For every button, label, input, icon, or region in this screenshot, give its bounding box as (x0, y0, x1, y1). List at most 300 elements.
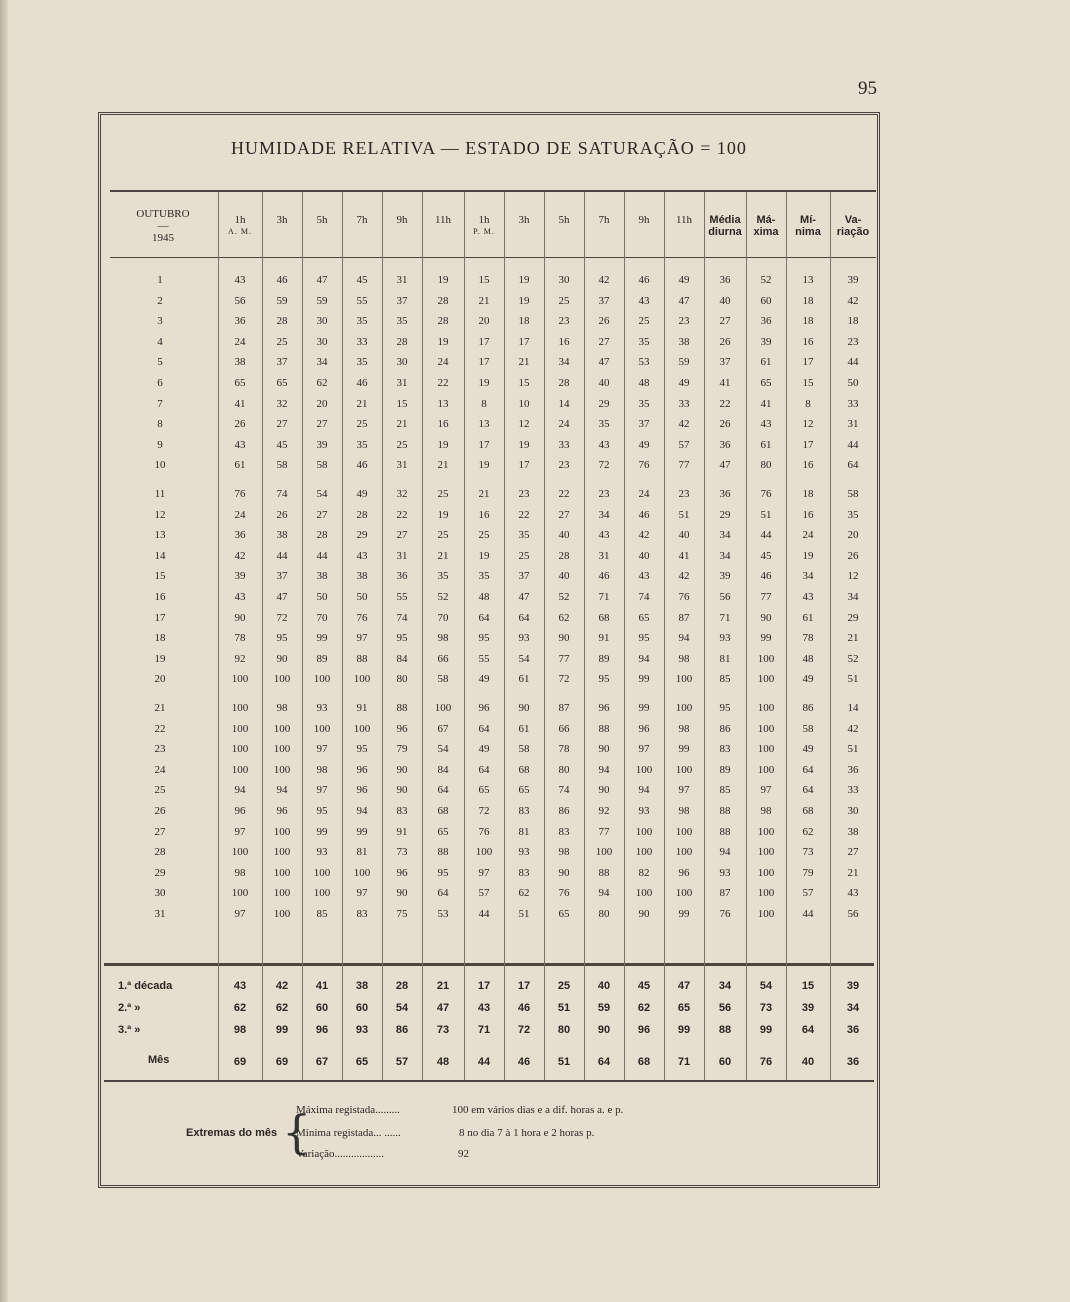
table-cell: 32 (276, 397, 288, 410)
table-cell: 98 (316, 763, 328, 776)
day-label: 17 (154, 611, 166, 624)
table-cell: 20 (478, 315, 490, 328)
table-cell: 100 (353, 673, 371, 686)
table-cell: 100 (757, 702, 775, 714)
table-cell: 100 (757, 825, 775, 838)
table-cell: 93 (518, 632, 530, 645)
table-cell: 34 (719, 529, 731, 542)
month-cell: 60 (718, 1056, 732, 1068)
day-label: 1 (157, 274, 163, 286)
table-cell: 100 (635, 763, 653, 776)
summary-cell: 62 (275, 1002, 289, 1014)
table-cell: 37 (638, 418, 650, 431)
table-cell: 55 (356, 294, 368, 307)
table-cell: 23 (598, 488, 610, 500)
table-cell: 27 (558, 508, 570, 521)
table-cell: 72 (276, 611, 288, 624)
table-cell: 74 (396, 611, 408, 624)
table-cell: 97 (638, 743, 650, 756)
table-cell: 8 (481, 397, 487, 410)
table-cell: 25 (518, 549, 530, 562)
table-cell: 81 (518, 825, 530, 838)
table-cell: 65 (518, 784, 530, 797)
table-cell: 25 (396, 438, 408, 451)
table-cell: 31 (598, 549, 610, 562)
table-cell: 16 (437, 418, 449, 431)
table-cell: 17 (802, 438, 814, 451)
table-cell: 83 (719, 743, 731, 756)
month-cell: 76 (759, 1056, 773, 1068)
table-cell: 56 (847, 908, 859, 920)
summary-cell: 43 (477, 1002, 491, 1014)
table-cell: 77 (598, 825, 610, 838)
table-cell: 24 (802, 529, 814, 542)
table-cell: 64 (478, 763, 490, 776)
table-cell: 31 (396, 377, 408, 389)
table-cell: 100 (273, 846, 291, 859)
table-cell: 28 (558, 377, 570, 389)
table-cell: 39 (316, 438, 328, 451)
table-cell: 43 (234, 438, 246, 451)
table-cell: 58 (802, 722, 814, 735)
table-cell: 100 (757, 743, 775, 756)
table-cell: 79 (396, 743, 408, 756)
table-cell: 61 (518, 722, 530, 735)
table-cell: 50 (316, 591, 328, 603)
table-cell: 100 (273, 825, 291, 838)
table-cell: 95 (276, 632, 288, 645)
table-cell: 47 (678, 294, 690, 307)
table-cell: 95 (356, 743, 368, 756)
table-cell: 94 (598, 887, 610, 900)
month-label: OUTUBRO (136, 208, 190, 220)
summary-cell: 28 (395, 980, 409, 992)
extremes-min-value: 8 no dia 7 à 1 hora e 2 horas p. (459, 1127, 595, 1139)
table-cell: 38 (678, 335, 690, 348)
table-cell: 61 (760, 438, 772, 451)
table-cell: 57 (678, 438, 690, 451)
month-header (110, 208, 216, 244)
table-cell: 48 (638, 377, 650, 389)
table-cell: 24 (234, 335, 246, 348)
table-cell: 81 (356, 846, 368, 859)
table-cell: 16 (802, 459, 814, 472)
table-cell: 71 (598, 591, 610, 603)
table-cell: 21 (437, 549, 449, 562)
table-cell: 35 (638, 335, 650, 348)
table-cell: 100 (231, 763, 249, 776)
table-cell: 36 (719, 488, 731, 500)
table-cell: 45 (276, 438, 288, 451)
table-cell: 78 (558, 743, 570, 756)
column-header-label: 7h (356, 214, 368, 226)
summary-cell: 39 (801, 1002, 815, 1014)
table-cell: 15 (396, 397, 408, 410)
summary-cell: 47 (677, 980, 691, 992)
table-cell: 16 (802, 335, 814, 348)
table-cell: 46 (638, 274, 650, 286)
table-cell: 22 (437, 377, 449, 389)
day-label: 30 (154, 887, 166, 900)
day-label: 19 (154, 652, 166, 665)
table-cell: 23 (678, 488, 690, 500)
table-cell: 65 (638, 611, 650, 624)
summary-cell: 47 (436, 1002, 450, 1014)
table-cell: 58 (437, 673, 449, 686)
day-label: 3 (157, 315, 163, 328)
column-header-label: 3h (276, 214, 288, 226)
summary-cell: 65 (677, 1002, 691, 1014)
summary-cell: 93 (355, 1024, 369, 1036)
column-header-sub: xima (753, 226, 779, 238)
table-cell: 94 (598, 763, 610, 776)
table-cell: 54 (518, 652, 530, 665)
table-cell: 28 (356, 508, 368, 521)
table-cell: 64 (437, 887, 449, 900)
table-cell: 90 (558, 632, 570, 645)
table-cell: 15 (802, 377, 814, 389)
extremes-min-label: Mínima registada... ...... (296, 1127, 401, 1139)
table-cell: 42 (678, 570, 690, 583)
table-cell: 47 (316, 274, 328, 286)
table-cell: 79 (802, 866, 814, 879)
table-cell: 43 (598, 438, 610, 451)
table-cell: 42 (847, 722, 859, 735)
column-header-label: Mí- (800, 214, 816, 226)
day-label: 6 (157, 377, 163, 389)
title-separator (110, 190, 876, 192)
table-cell: 92 (598, 805, 610, 817)
table-cell: 20 (316, 397, 328, 410)
table-cell: 18 (802, 294, 814, 307)
column-header (502, 214, 546, 226)
table-cell: 40 (558, 529, 570, 542)
table-cell: 74 (276, 488, 288, 500)
table-cell: 35 (598, 418, 610, 431)
table-cell: 73 (802, 846, 814, 859)
table-cell: 41 (678, 549, 690, 562)
table-cell: 100 (231, 743, 249, 756)
table-cell: 90 (396, 763, 408, 776)
table-cell: 26 (598, 315, 610, 328)
column-header-label: 3h (518, 214, 530, 226)
table-cell: 90 (598, 743, 610, 756)
table-cell: 38 (316, 570, 328, 583)
table-cell: 34 (316, 356, 328, 369)
table-cell: 41 (760, 397, 772, 410)
table-cell: 27 (719, 315, 731, 328)
table-cell: 90 (396, 887, 408, 900)
table-cell: 27 (276, 418, 288, 431)
table-cell: 35 (518, 529, 530, 542)
table-cell: 80 (598, 908, 610, 920)
table-cell: 42 (847, 294, 859, 307)
table-cell: 90 (760, 611, 772, 624)
day-label: 12 (154, 508, 166, 521)
table-cell: 68 (598, 611, 610, 624)
extremes-max-label: Máxima registada......... (296, 1104, 400, 1116)
table-cell: 91 (356, 702, 368, 714)
table-cell: 83 (396, 805, 408, 817)
column-header (622, 214, 666, 226)
month-cell: 51 (557, 1056, 571, 1068)
table-cell: 66 (437, 652, 449, 665)
summary-cell: 17 (517, 980, 531, 992)
day-label: 31 (154, 908, 166, 920)
table-cell: 94 (356, 805, 368, 817)
table-cell: 83 (558, 825, 570, 838)
table-cell: 43 (802, 591, 814, 603)
table-cell: 38 (356, 570, 368, 583)
table-cell: 93 (316, 846, 328, 859)
page-title: HUMIDADE RELATIVA — ESTADO DE SATURAÇÃO = 100 (231, 138, 747, 158)
table-cell: 28 (316, 529, 328, 542)
table-cell: 17 (518, 335, 530, 348)
table-cell: 22 (396, 508, 408, 521)
table-cell: 33 (847, 784, 859, 797)
table-cell: 28 (437, 294, 449, 307)
table-cell: 97 (760, 784, 772, 797)
table-cell: 88 (356, 652, 368, 665)
column-divider (786, 192, 787, 1080)
summary-cell: 38 (355, 980, 369, 992)
table-cell: 86 (719, 722, 731, 735)
table-cell: 90 (638, 908, 650, 920)
table-cell: 12 (847, 570, 859, 583)
table-cell: 82 (638, 866, 650, 879)
table-cell: 48 (478, 591, 490, 603)
table-cell: 35 (437, 570, 449, 583)
table-cell: 26 (847, 549, 859, 562)
summary-cell: 45 (637, 980, 651, 992)
table-cell: 22 (719, 397, 731, 410)
table-cell: 62 (558, 611, 570, 624)
table-cell: 43 (234, 274, 246, 286)
table-cell: 78 (802, 632, 814, 645)
table-cell: 57 (802, 887, 814, 900)
table-cell: 100 (273, 743, 291, 756)
table-cell: 44 (847, 356, 859, 369)
summary-cell: 72 (517, 1024, 531, 1036)
column-header-sub: nima (795, 226, 821, 238)
table-cell: 54 (316, 488, 328, 500)
month-cell: 64 (597, 1056, 611, 1068)
table-cell: 70 (316, 611, 328, 624)
table-cell: 100 (313, 722, 331, 735)
table-cell: 58 (316, 459, 328, 472)
table-cell: 98 (437, 632, 449, 645)
column-header (340, 214, 384, 226)
table-cell: 35 (356, 356, 368, 369)
table-cell: 89 (598, 652, 610, 665)
table-cell: 76 (234, 488, 246, 500)
table-cell: 100 (475, 846, 493, 859)
table-cell: 64 (437, 784, 449, 797)
summary-cell: 64 (801, 1024, 815, 1036)
table-cell: 44 (847, 438, 859, 451)
table-cell: 21 (437, 459, 449, 472)
table-cell: 35 (396, 315, 408, 328)
day-label: 28 (154, 846, 166, 859)
table-cell: 13 (802, 274, 814, 286)
table-cell: 33 (678, 397, 690, 410)
extremes-var-value: 92 (458, 1148, 469, 1160)
summary-cell: 51 (557, 1002, 571, 1014)
table-cell: 49 (478, 673, 490, 686)
table-cell: 61 (760, 356, 772, 369)
table-cell: 36 (396, 570, 408, 583)
table-cell: 22 (518, 508, 530, 521)
month-cell: 71 (677, 1056, 691, 1068)
table-cell: 94 (719, 846, 731, 859)
table-cell: 99 (760, 632, 772, 645)
table-cell: 100 (273, 866, 291, 879)
table-cell: 49 (678, 274, 690, 286)
table-cell: 30 (316, 335, 328, 348)
table-cell: 39 (760, 335, 772, 348)
day-label: 21 (154, 702, 166, 714)
table-cell: 29 (847, 611, 859, 624)
table-cell: 59 (276, 294, 288, 307)
table-cell: 31 (396, 274, 408, 286)
table-cell: 54 (437, 743, 449, 756)
table-cell: 19 (437, 335, 449, 348)
table-cell: 96 (396, 722, 408, 735)
summary-cell: 59 (597, 1002, 611, 1014)
column-divider (830, 192, 831, 1080)
table-cell: 44 (478, 908, 490, 920)
table-cell: 76 (638, 459, 650, 472)
footer-separator (104, 1080, 874, 1082)
table-cell: 47 (518, 591, 530, 603)
table-cell: 56 (234, 294, 246, 307)
table-cell: 65 (234, 377, 246, 389)
table-cell: 28 (437, 315, 449, 328)
table-cell: 100 (757, 887, 775, 900)
day-label: 27 (154, 825, 166, 838)
table-cell: 68 (518, 763, 530, 776)
summary-cell: 43 (233, 980, 247, 992)
day-label: 9 (157, 438, 163, 451)
table-cell: 99 (316, 632, 328, 645)
table-cell: 100 (757, 673, 775, 686)
table-cell: 76 (558, 887, 570, 900)
table-cell: 53 (638, 356, 650, 369)
table-cell: 84 (437, 763, 449, 776)
month-cell: 69 (275, 1056, 289, 1068)
summary-cell: 41 (315, 980, 329, 992)
table-cell: 81 (719, 652, 731, 665)
day-label: 20 (154, 673, 166, 686)
table-cell: 41 (719, 377, 731, 389)
table-cell: 12 (518, 418, 530, 431)
table-cell: 100 (675, 702, 693, 714)
table-cell: 51 (678, 508, 690, 521)
summary-cell: 62 (233, 1002, 247, 1014)
column-header-label: Média (709, 214, 741, 226)
table-cell: 59 (678, 356, 690, 369)
table-cell: 87 (678, 611, 690, 624)
table-cell: 76 (719, 908, 731, 920)
column-header-label: Va- (844, 214, 862, 226)
table-cell: 37 (598, 294, 610, 307)
table-cell: 12 (802, 418, 814, 431)
month-cell: 57 (395, 1056, 409, 1068)
table-cell: 47 (598, 356, 610, 369)
table-cell: 61 (802, 611, 814, 624)
table-cell: 96 (638, 722, 650, 735)
table-cell: 95 (638, 632, 650, 645)
table-cell: 99 (678, 743, 690, 756)
table-cell: 34 (558, 356, 570, 369)
table-cell: 94 (678, 632, 690, 645)
table-cell: 21 (396, 418, 408, 431)
month-cell: 69 (233, 1056, 247, 1068)
table-cell: 62 (518, 887, 530, 900)
table-cell: 16 (802, 508, 814, 521)
table-cell: 37 (518, 570, 530, 583)
table-cell: 47 (719, 459, 731, 472)
table-cell: 100 (757, 763, 775, 776)
table-cell: 18 (802, 488, 814, 500)
table-cell: 58 (847, 488, 859, 500)
summary-cell: 40 (597, 980, 611, 992)
table-cell: 88 (598, 722, 610, 735)
table-cell: 100 (353, 722, 371, 735)
column-header (260, 214, 304, 226)
day-label: 11 (154, 488, 166, 500)
column-header-label: 9h (396, 214, 408, 226)
table-cell: 24 (558, 418, 570, 431)
column-header (380, 214, 424, 226)
table-cell: 25 (437, 488, 449, 500)
day-label: 25 (154, 784, 166, 797)
table-cell: 53 (437, 908, 449, 920)
table-cell: 97 (316, 784, 328, 797)
table-cell: 100 (675, 763, 693, 776)
table-cell: 37 (276, 356, 288, 369)
table-cell: 66 (558, 722, 570, 735)
day-label: 5 (157, 356, 163, 369)
table-cell: 45 (760, 549, 772, 562)
table-cell: 100 (757, 866, 775, 879)
table-cell: 74 (558, 784, 570, 797)
day-label: 23 (154, 743, 166, 756)
table-cell: 36 (234, 315, 246, 328)
table-cell: 46 (638, 508, 650, 521)
table-cell: 73 (396, 846, 408, 859)
table-cell: 46 (356, 377, 368, 389)
table-cell: 72 (558, 673, 570, 686)
table-cell: 100 (675, 825, 693, 838)
table-cell: 38 (276, 529, 288, 542)
table-cell: 24 (437, 356, 449, 369)
table-cell: 25 (638, 315, 650, 328)
table-cell: 77 (678, 459, 690, 472)
table-cell: 96 (234, 805, 246, 817)
table-cell: 100 (675, 887, 693, 900)
table-cell: 99 (638, 673, 650, 686)
brace-icon: { (282, 1105, 312, 1159)
table-cell: 30 (847, 805, 859, 817)
table-cell: 64 (847, 459, 859, 472)
table-cell: 38 (847, 825, 859, 838)
table-cell: 23 (518, 488, 530, 500)
table-cell: 28 (558, 549, 570, 562)
column-header (462, 214, 506, 238)
summary-cell: 17 (477, 980, 491, 992)
table-cell: 89 (316, 652, 328, 665)
